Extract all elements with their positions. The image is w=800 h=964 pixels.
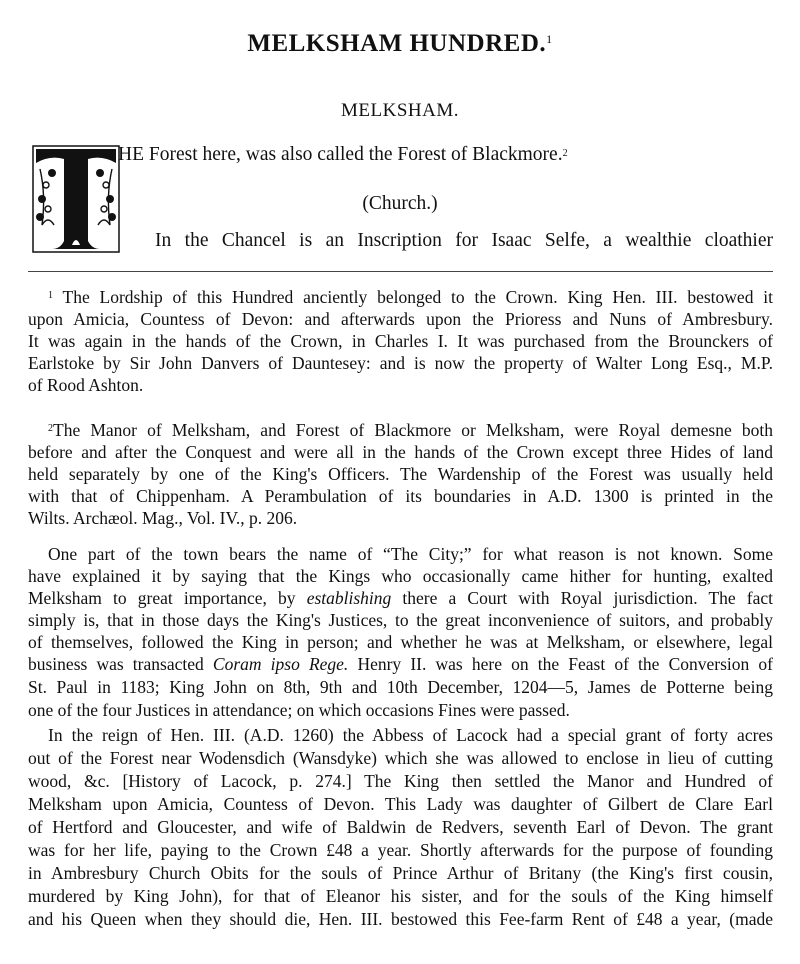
paragraph-line: In the reign of Hen. III. (A.D. 1260) the Abbess of Lacock had a special grant of forty acres — [48, 725, 773, 745]
title-text: MELKSHAM HUNDRED. — [247, 30, 547, 57]
paragraph-line: One part of the town bears the name of “The City;” for what reason is not known. Some — [48, 544, 773, 564]
intro-line-1 — [118, 144, 773, 166]
paragraph-line — [28, 587, 773, 609]
line-text: Henry II. was here on the Feast of the Conversion of — [348, 654, 773, 674]
footnote-2-line: before and after the Conquest and were all in the hands of the Crown except three Hides of land — [28, 442, 773, 462]
section-heading: MELKSHAM. — [341, 100, 459, 121]
italic-text: Coram ipso Rege. — [212, 654, 349, 674]
paragraph-line: Melksham upon Amicia, Countess of Devon. This Lady was daughter of Gilbert de Clare Earl — [28, 794, 773, 814]
paragraph-line: of themselves, followed the King in person; and whether he was at Melksham, or elsewhere, legal — [28, 632, 773, 652]
line-text: business was transacted — [28, 654, 213, 674]
italic-text: establishing — [306, 588, 392, 608]
line-text: The Lordship of this Hundred anciently belonged to the Crown. King Hen. III. bestowed it — [62, 287, 773, 307]
line-text: there a Court with Royal jurisdiction. The fact — [391, 588, 773, 608]
footnote-1-line: It was again in the hands of the Crown, in Charles I. It was purchased from the Brounckers of — [28, 331, 773, 351]
footnote-1-line: of Rood Ashton. — [28, 375, 144, 395]
paragraph-line: out of the Forest near Wodensdich (Wansdyke) which she was allowed to enclose in lieu of cutting — [28, 748, 773, 768]
paragraph-line: St. Paul in 1183; King John on 8th, 9th and 10th December, 1204—5, James de Potterne being — [28, 677, 773, 697]
intro-text: HE Forest here, was also called the Forest of Blackmore. — [118, 144, 563, 165]
footnote-divider — [28, 271, 773, 272]
line-text: Melksham to great importance, by — [28, 588, 307, 608]
footnote-2-line: held separately by one of the King's Officers. The Wardenship of the Forest was usually held — [28, 464, 773, 484]
paragraph-line: and his Queen when they should die, Hen. III. bestowed this Fee-farm Rent of £48 a year, (made — [28, 909, 773, 929]
line-text: The Manor of Melksham, and Forest of Blackmore or Melksham, were Royal demesne both — [53, 420, 773, 440]
footnote-mark: 2 — [48, 423, 53, 434]
paragraph-line: murdered by King John), for that of Eleanor his sister, and for the souls of the King himself — [28, 886, 773, 906]
church-heading: (Church.) — [362, 193, 438, 214]
paragraph-line: of Hertford and Gloucester, and wife of Baldwin de Redvers, seventh Earl of Devon. The grant — [28, 817, 773, 837]
paragraph-line: simply is, that in those days the King's Justices, to the great inconvenience of suitors, and probably — [28, 610, 773, 630]
footnote-1-line: upon Amicia, Countess of Devon: and afterwards upon the Prioress and Nuns of Ambresbury. — [28, 309, 773, 329]
paragraph-line: wood, &c. [History of Lacock, p. 274.] The King then settled the Manor and Hundred of — [28, 771, 773, 791]
footnote-2-line: Wilts. Archæol. Mag., Vol. IV., p. 206. — [28, 508, 298, 528]
footnote-1-line: Earlstoke by Sir John Danvers of Dauntesey: and is now the property of Walter Long Esq., M.P. — [28, 353, 773, 373]
paragraph-line: was for her life, paying to the Crown £48 a year. Shortly afterwards for the purpose of founding — [28, 840, 773, 860]
paragraph-line — [28, 653, 773, 675]
footnote-1-line — [48, 286, 773, 308]
intro-line-2: In the Chancel is an Inscription for Isaac Selfe, a wealthie cloathier — [155, 230, 773, 251]
page-title — [0, 30, 800, 58]
paragraph-line: one of the four Justices in attendance; on which occasions Fines were passed. — [28, 700, 570, 720]
footnote-2-line: with that of Chippenham. A Perambulation of its boundaries in A.D. 1300 is printed in the — [28, 486, 773, 506]
title-footnote-mark: 1 — [546, 32, 553, 46]
paragraph-line: in Ambresbury Church Obits for the souls of Prince Arthur of Britany (the King's first cousin, — [28, 863, 773, 883]
footnote-2-line — [48, 419, 773, 441]
footnote-mark: 1 — [48, 290, 53, 301]
footnote-mark: 2 — [562, 148, 568, 159]
paragraph-line: have explained it by saying that the Kings who occasionally came hither for hunting, exalted — [28, 566, 773, 586]
